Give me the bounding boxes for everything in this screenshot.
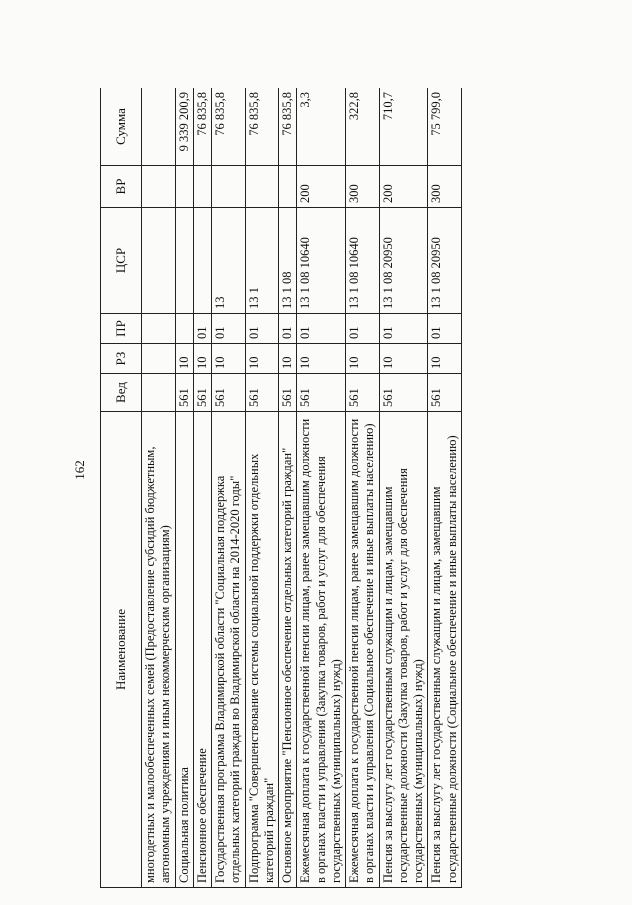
cell-pr: 01 bbox=[379, 314, 428, 344]
cell-vr bbox=[279, 166, 297, 208]
cell-ved: 561 bbox=[428, 374, 462, 412]
cell-name: Подпрограмма "Совершенствование системы социальной поддержки отдельных категорий граждан" bbox=[245, 412, 279, 888]
cell-name: Ежемесячная доплата к государственной пенсии лицам, ранее замещавшим должности в органах власти и управления (Социальное обеспечение и иные выплаты населению) bbox=[346, 412, 380, 888]
cell-pr: 01 bbox=[428, 314, 462, 344]
cell-name: Государственная программа Владимирской области "Социальная поддержка отдельных категорий граждан во Владимирской области на 2014-2020 годы" bbox=[212, 412, 246, 888]
cell-pr bbox=[175, 314, 193, 344]
header-rz: РЗ bbox=[101, 344, 142, 374]
cell-pr: 01 bbox=[346, 314, 380, 344]
cell-csr: 13 1 bbox=[245, 208, 279, 314]
cell-rz: 10 bbox=[428, 344, 462, 374]
cell-rz: 10 bbox=[279, 344, 297, 374]
cell-ved: 561 bbox=[175, 374, 193, 412]
cell-csr: 13 1 08 20950 bbox=[379, 208, 428, 314]
cell-rz: 10 bbox=[379, 344, 428, 374]
budget-table bbox=[100, 88, 462, 888]
cell-vr bbox=[245, 166, 279, 208]
header-name: Наименование bbox=[101, 412, 142, 888]
table-body bbox=[142, 88, 462, 888]
cell-sum: 76 835,8 bbox=[279, 88, 297, 166]
cell-sum: 75 799,0 bbox=[428, 88, 462, 166]
cell-sum: 710,7 bbox=[379, 88, 428, 166]
cell-csr bbox=[193, 208, 211, 314]
cell-csr: 13 bbox=[212, 208, 246, 314]
cell-sum bbox=[142, 88, 176, 166]
cell-sum: 76 835,8 bbox=[193, 88, 211, 166]
cell-csr bbox=[142, 208, 176, 314]
cell-rz: 10 bbox=[245, 344, 279, 374]
table-row bbox=[279, 88, 297, 888]
cell-rz bbox=[142, 344, 176, 374]
budget-table-area bbox=[100, 88, 610, 888]
page-number: 162 bbox=[72, 460, 87, 480]
table-row bbox=[142, 88, 176, 888]
cell-rz: 10 bbox=[212, 344, 246, 374]
cell-vr: 200 bbox=[297, 166, 346, 208]
table-row bbox=[346, 88, 380, 888]
cell-ved: 561 bbox=[245, 374, 279, 412]
cell-vr: 300 bbox=[428, 166, 462, 208]
header-csr: ЦСР bbox=[101, 208, 142, 314]
cell-rz: 10 bbox=[193, 344, 211, 374]
cell-csr: 13 1 08 10640 bbox=[297, 208, 346, 314]
cell-pr: 01 bbox=[297, 314, 346, 344]
cell-ved: 561 bbox=[379, 374, 428, 412]
cell-name: Социальная политика bbox=[175, 412, 193, 888]
table-row bbox=[245, 88, 279, 888]
cell-pr: 01 bbox=[245, 314, 279, 344]
cell-ved: 561 bbox=[212, 374, 246, 412]
cell-vr bbox=[212, 166, 246, 208]
cell-ved: 561 bbox=[297, 374, 346, 412]
cell-sum: 9 339 200,9 bbox=[175, 88, 193, 166]
table-row bbox=[379, 88, 428, 888]
cell-name: Пенсия за выслугу лет государственным служащим и лицам, замещавшим государственные должности (Закупка товаров, работ и услуг для обеспечения государственных (муниципальных) нужд) bbox=[379, 412, 428, 888]
cell-vr bbox=[193, 166, 211, 208]
cell-rz: 10 bbox=[175, 344, 193, 374]
header-pr: ПР bbox=[101, 314, 142, 344]
table-row bbox=[297, 88, 346, 888]
cell-vr: 200 bbox=[379, 166, 428, 208]
cell-name: Пенсия за выслугу лет государственным служащим и лицам, замещавшим государственные должности (Социальное обеспечение и иные выплаты населению) bbox=[428, 412, 462, 888]
cell-pr bbox=[142, 314, 176, 344]
cell-csr bbox=[175, 208, 193, 314]
cell-pr: 01 bbox=[279, 314, 297, 344]
cell-name: Пенсионное обеспечение bbox=[193, 412, 211, 888]
cell-sum: 3,3 bbox=[297, 88, 346, 166]
cell-pr: 01 bbox=[212, 314, 246, 344]
cell-sum: 322,8 bbox=[346, 88, 380, 166]
header-vr: ВР bbox=[101, 166, 142, 208]
cell-name: многодетных и малообеспеченных семей (Предоставление субсидий бюджетным, автономным учреждениям и иным некоммерческим организациям) bbox=[142, 412, 176, 888]
table-header-row bbox=[101, 88, 142, 888]
cell-ved: 561 bbox=[193, 374, 211, 412]
header-ved: Вед bbox=[101, 374, 142, 412]
table-row bbox=[193, 88, 211, 888]
table-row bbox=[175, 88, 193, 888]
cell-sum: 76 835,8 bbox=[245, 88, 279, 166]
cell-ved bbox=[142, 374, 176, 412]
cell-rz: 10 bbox=[346, 344, 380, 374]
cell-csr: 13 1 08 bbox=[279, 208, 297, 314]
table-row bbox=[212, 88, 246, 888]
table-row bbox=[428, 88, 462, 888]
cell-csr: 13 1 08 20950 bbox=[428, 208, 462, 314]
cell-ved: 561 bbox=[279, 374, 297, 412]
cell-csr: 13 1 08 10640 bbox=[346, 208, 380, 314]
cell-pr: 01 bbox=[193, 314, 211, 344]
cell-sum: 76 835,8 bbox=[212, 88, 246, 166]
cell-ved: 561 bbox=[346, 374, 380, 412]
cell-name: Основное мероприятие "Пенсионное обеспечение отдельных категорий граждан" bbox=[279, 412, 297, 888]
cell-rz: 10 bbox=[297, 344, 346, 374]
cell-name: Ежемесячная доплата к государственной пенсии лицам, ранее замещавшим должности в органах власти и управления (Закупка товаров, работ и услуг для обеспечения государственных (муниципальных) нужд) bbox=[297, 412, 346, 888]
cell-vr: 300 bbox=[346, 166, 380, 208]
cell-vr bbox=[142, 166, 176, 208]
header-sum: Сумма bbox=[101, 88, 142, 166]
cell-vr bbox=[175, 166, 193, 208]
